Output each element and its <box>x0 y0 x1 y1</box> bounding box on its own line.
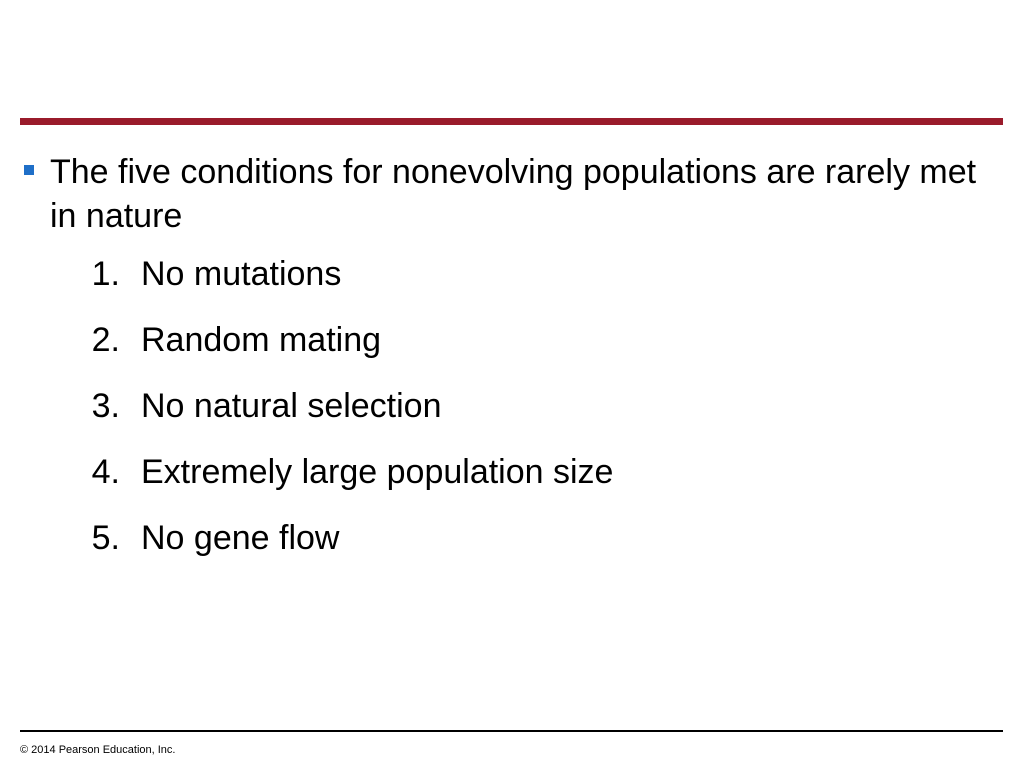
list-item-number: 4. <box>91 453 120 491</box>
list-item <box>20 450 1004 516</box>
conditions-list <box>20 252 1004 582</box>
list-item-text: No natural selection <box>141 387 442 425</box>
list-item-text: Random mating <box>141 321 382 359</box>
main-bullet <box>20 150 1004 238</box>
list-item-number: 3. <box>91 387 120 425</box>
list-item-text: No mutations <box>141 255 342 293</box>
list-item-number: 1. <box>91 255 120 293</box>
list-item <box>20 318 1004 384</box>
title-divider <box>20 118 1003 125</box>
list-item <box>20 252 1004 318</box>
list-item-text: No gene flow <box>141 519 340 557</box>
list-item <box>20 516 1004 582</box>
square-bullet-icon <box>24 165 34 175</box>
list-item <box>20 384 1004 450</box>
list-item-number: 2. <box>91 321 120 359</box>
list-item-text: Extremely large population size <box>141 453 614 491</box>
slide-body <box>20 150 1004 582</box>
copyright-notice: © 2014 Pearson Education, Inc. <box>20 744 176 756</box>
list-item-number: 5. <box>91 519 120 557</box>
main-bullet-text: The five conditions for nonevolving populations are rarely met in nature <box>50 153 977 235</box>
footer-divider <box>20 730 1003 732</box>
